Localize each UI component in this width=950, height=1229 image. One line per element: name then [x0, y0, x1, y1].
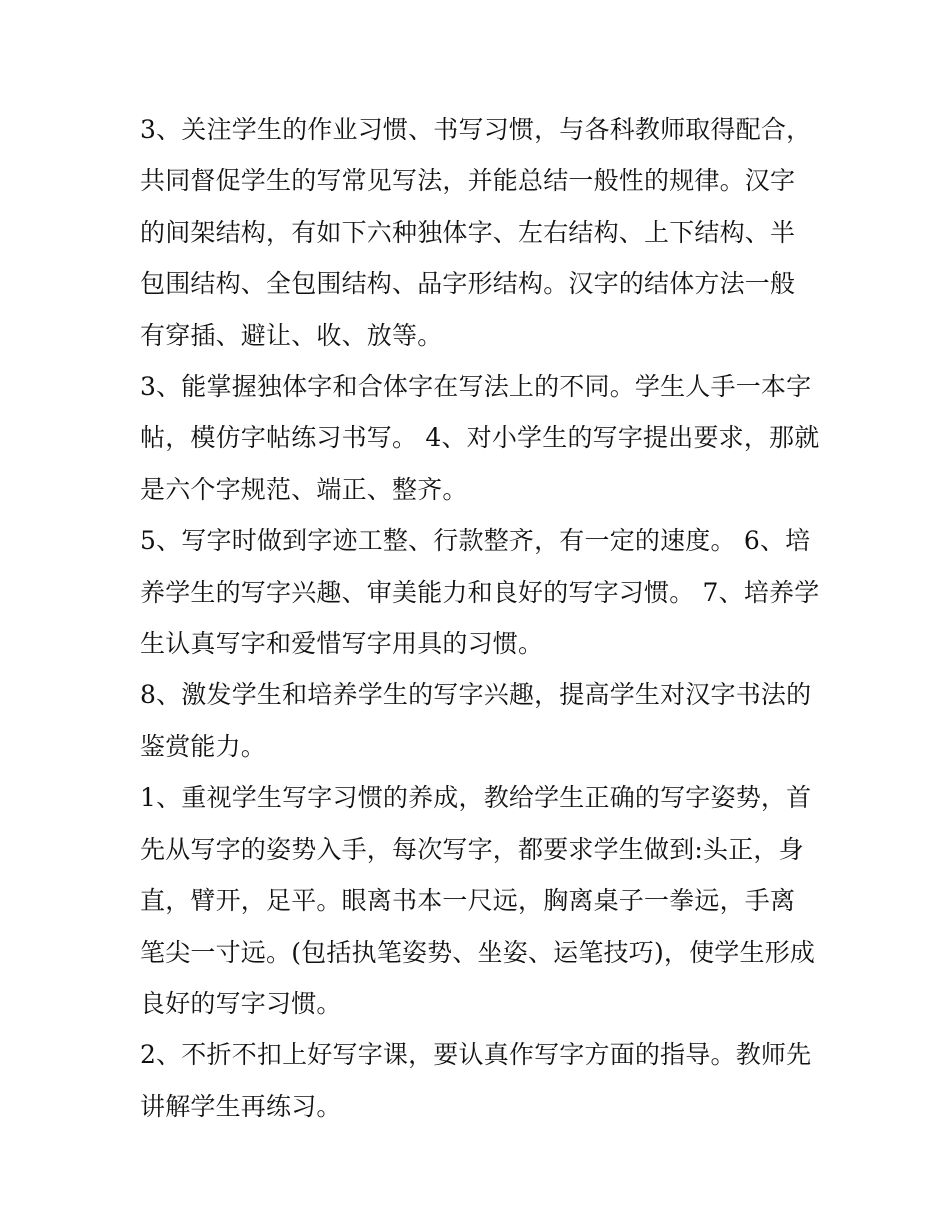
- paragraph: 3、能掌握独体字和合体字在写法上的不同。学生人手一本字帖，模仿字帖练习书写。 4、对小学生的写字提出要求，那就是六个字规范、端正、整齐。: [140, 372, 820, 504]
- paragraph: 5、写字时做到字迹工整、行款整齐，有一定的速度。 6、培养学生的写字兴趣、审美能力和良好的写字习惯。 7、培养学生认真写字和爱惜写字用具的习惯。: [140, 526, 820, 659]
- document-body: [140, 104, 820, 1132]
- paragraph: 3、关注学生的作业习惯、书写习惯，与各科教师取得配合，共同督促学生的写常见写法，并能总结一般性的规律。汉字的间架结构，有如下六种独体字、左右结构、上下结构、半包围结构、全包围结构、品字形结构。汉字的结体方法一般有穿插、避让、收、放等。: [140, 115, 812, 350]
- paragraph: 2、不折不扣上好写字课，要认真作写字方面的指导。教师先讲解学生再练习。: [140, 1040, 812, 1121]
- paragraph: 8、激发学生和培养学生的写字兴趣，提高学生对汉字书法的鉴赏能力。: [140, 680, 812, 761]
- paragraph: 1、重视学生写字习惯的养成，教给学生正确的写字姿势，首先从写字的姿势入手，每次写字，都要求学生做到:头正，身直，臂开，足平。眼离书本一尺远，胸离桌子一拳远，手离笔尖一寸远。(包括执笔姿势、坐姿、运笔技巧)，使学生形成良好的写字习惯。: [140, 783, 816, 1018]
